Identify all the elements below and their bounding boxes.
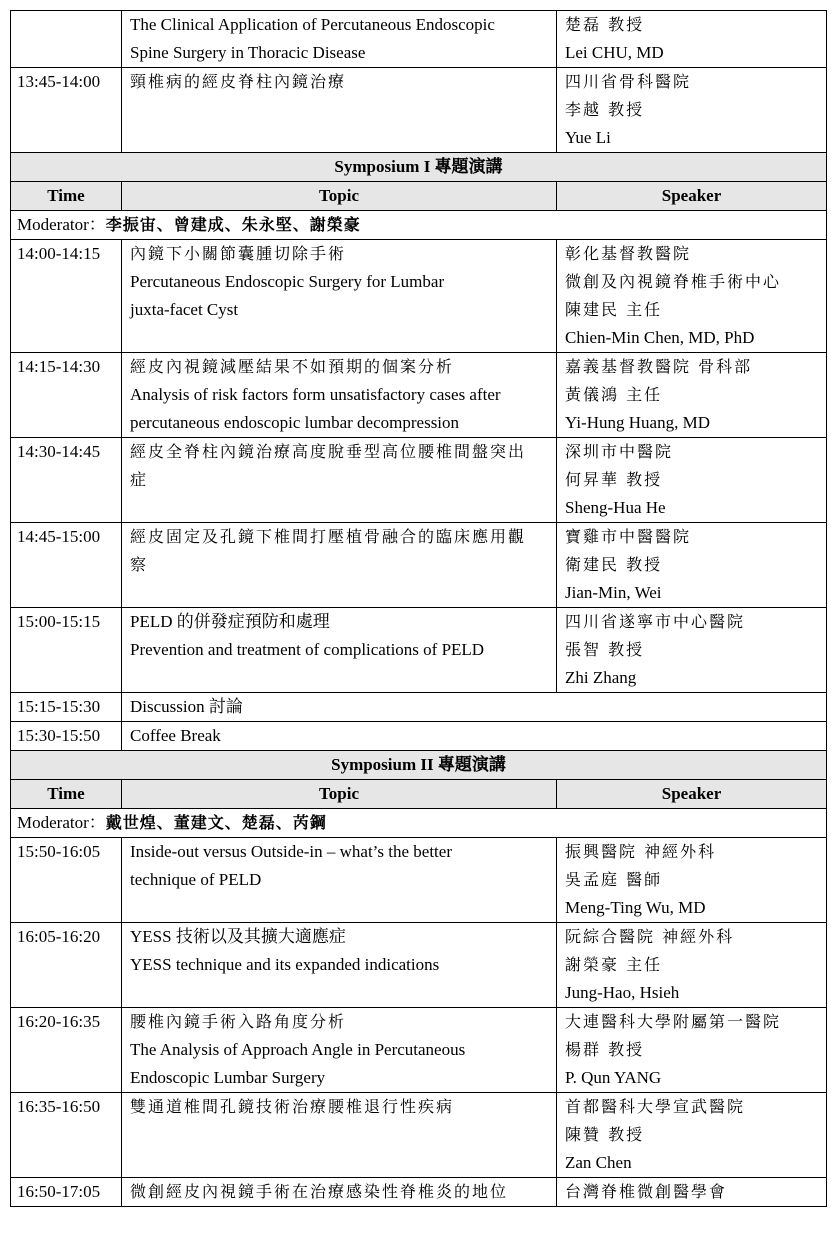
speaker-cell [557,523,827,608]
schedule-table [10,10,827,1207]
topic-line: 察 [130,555,149,574]
topic-cell [122,1178,557,1207]
speaker-line: 首都醫科大學宣武醫院 [565,1097,746,1116]
speaker-line: 吳孟庭 醫師 [565,870,663,889]
header-topic: Topic [122,780,557,809]
topic-line: The Clinical Application of Percutaneous Endoscopic [130,15,495,34]
coffee-break-row [11,722,827,751]
time-cell: 14:00-14:15 [11,240,122,353]
topic-line: The Analysis of Approach Angle in Percutaneous [130,1040,466,1059]
symposium-title-row [11,153,827,182]
topic-cell [122,1093,557,1178]
time-cell [11,11,122,68]
speaker-line: 張智 教授 [565,640,645,659]
coffee-break-row-text: Coffee Break [122,722,827,751]
time-cell: 15:50-16:05 [11,838,122,923]
speaker-line: P. Qun YANG [565,1068,662,1087]
session-row [11,68,827,153]
topic-line: Endoscopic Lumbar Surgery [130,1068,326,1087]
session-row [11,1093,827,1178]
topic-line: Spine Surgery in Thoracic Disease [130,43,366,62]
speaker-line: Yi-Hung Huang, MD [565,413,710,432]
speaker-cell [557,353,827,438]
column-header-row [11,182,827,211]
session-row [11,1178,827,1207]
header-speaker: Speaker [557,780,827,809]
topic-line: 經皮全脊柱內鏡治療高度脫垂型高位腰椎間盤突出 [130,442,527,461]
session-row [11,353,827,438]
header-speaker: Speaker [557,182,827,211]
speaker-line: 大連醫科大學附屬第一醫院 [565,1012,782,1031]
topic-cell [122,353,557,438]
speaker-line: Yue Li [565,128,611,147]
speaker-line: Jung-Hao, Hsieh [565,983,680,1002]
moderator-row [11,809,827,838]
topic-line: 經皮固定及孔鏡下椎間打壓植骨融合的臨床應用觀 [130,527,527,546]
symposium-title-row [11,751,827,780]
speaker-line: 寶雞市中醫醫院 [565,527,692,546]
speaker-cell [557,1093,827,1178]
speaker-cell [557,68,827,153]
topic-cell [122,438,557,523]
topic-line: 雙通道椎間孔鏡技術治療腰椎退行性疾病 [130,1097,455,1116]
speaker-cell [557,923,827,1008]
moderator-names: 戴世煌、董建文、楚磊、芮鋼 [105,813,327,832]
speaker-cell [557,838,827,923]
speaker-line: Zan Chen [565,1153,632,1172]
topic-line: 症 [130,470,149,489]
speaker-line: 嘉義基督教醫院 骨科部 [565,357,753,376]
discussion-row-text: Discussion 討論 [122,693,827,722]
session-row [11,1008,827,1093]
symposium-title: Symposium II 專題演講 [11,751,827,780]
moderator-row [11,211,827,240]
time-cell: 15:15-15:30 [11,693,122,722]
time-cell: 15:00-15:15 [11,608,122,693]
topic-line: Inside-out versus Outside-in – what’s the better [130,842,452,861]
speaker-line: Meng-Ting Wu, MD [565,898,706,917]
speaker-line: 楊群 教授 [565,1040,645,1059]
topic-cell [122,523,557,608]
topic-cell [122,608,557,693]
speaker-cell [557,608,827,693]
topic-cell [122,11,557,68]
time-cell: 14:30-14:45 [11,438,122,523]
topic-line: PELD 的併發症預防和處理 [130,612,330,631]
topic-cell [122,923,557,1008]
session-row [11,11,827,68]
session-row [11,608,827,693]
speaker-line: 振興醫院 神經外科 [565,842,717,861]
topic-line: Prevention and treatment of complications of PELD [130,640,485,659]
topic-line: percutaneous endoscopic lumbar decompression [130,413,460,432]
speaker-line: 陳贊 教授 [565,1125,645,1144]
speaker-cell [557,438,827,523]
header-time: Time [11,780,122,809]
speaker-line: Sheng-Hua He [565,498,666,517]
speaker-cell [557,1008,827,1093]
topic-line: 腰椎內鏡手術入路角度分析 [130,1012,347,1031]
speaker-line: 李越 教授 [565,100,645,119]
time-cell: 15:30-15:50 [11,722,122,751]
topic-line: Percutaneous Endoscopic Surgery for Lumbar [130,272,445,291]
speaker-line: 深圳市中醫院 [565,442,674,461]
time-cell: 16:20-16:35 [11,1008,122,1093]
column-header-row [11,780,827,809]
discussion-row [11,693,827,722]
speaker-line: 黃儀鴻 主任 [565,385,663,404]
speaker-cell [557,240,827,353]
topic-cell [122,838,557,923]
speaker-line: 微創及內視鏡脊椎手術中心 [565,272,782,291]
session-row [11,923,827,1008]
moderator-label: Moderator： [17,215,106,234]
time-cell: 16:35-16:50 [11,1093,122,1178]
speaker-cell [557,1178,827,1207]
speaker-line: 何昇華 教授 [565,470,663,489]
topic-line: 頸椎病的經皮脊柱內鏡治療 [130,72,347,91]
speaker-line: Lei CHU, MD [565,43,664,62]
speaker-cell [557,11,827,68]
header-topic: Topic [122,182,557,211]
time-cell: 14:45-15:00 [11,523,122,608]
speaker-line: 阮綜合醫院 神經外科 [565,927,735,946]
topic-line: Analysis of risk factors form unsatisfactory cases after [130,385,501,404]
speaker-line: Zhi Zhang [565,668,637,687]
speaker-line: 陳建民 主任 [565,300,663,319]
topic-line: technique of PELD [130,870,262,889]
topic-line: 經皮內視鏡減壓結果不如預期的個案分析 [130,357,455,376]
speaker-line: 台灣脊椎微創醫學會 [565,1182,728,1201]
time-cell: 14:15-14:30 [11,353,122,438]
header-time: Time [11,182,122,211]
topic-cell [122,68,557,153]
topic-line: 內鏡下小關節囊腫切除手術 [130,244,347,263]
symposium-title: Symposium I 專題演講 [11,153,827,182]
speaker-line: 謝榮豪 主任 [565,955,663,974]
moderator-names: 李振宙、曾建成、朱永堅、謝榮豪 [105,215,361,234]
topic-cell [122,240,557,353]
topic-line: YESS technique and its expanded indications [130,955,440,974]
time-cell: 16:50-17:05 [11,1178,122,1207]
topic-cell [122,1008,557,1093]
speaker-line: 四川省骨科醫院 [565,72,692,91]
session-row [11,838,827,923]
speaker-line: Jian-Min, Wei [565,583,662,602]
moderator-cell [11,809,827,838]
speaker-line: Chien-Min Chen, MD, PhD [565,328,755,347]
topic-line: YESS 技術以及其擴大適應症 [130,927,346,946]
session-row [11,240,827,353]
speaker-line: 彰化基督教醫院 [565,244,692,263]
moderator-label: Moderator： [17,813,106,832]
topic-line: juxta-facet Cyst [130,300,239,319]
session-row [11,523,827,608]
time-cell: 16:05-16:20 [11,923,122,1008]
time-cell: 13:45-14:00 [11,68,122,153]
schedule-body [11,11,827,1207]
moderator-cell [11,211,827,240]
speaker-line: 四川省遂寧市中心醫院 [565,612,746,631]
speaker-line: 衛建民 教授 [565,555,663,574]
session-row [11,438,827,523]
speaker-line: 楚磊 教授 [565,15,645,34]
topic-line: 微創經皮內視鏡手術在治療感染性脊椎炎的地位 [130,1182,509,1201]
